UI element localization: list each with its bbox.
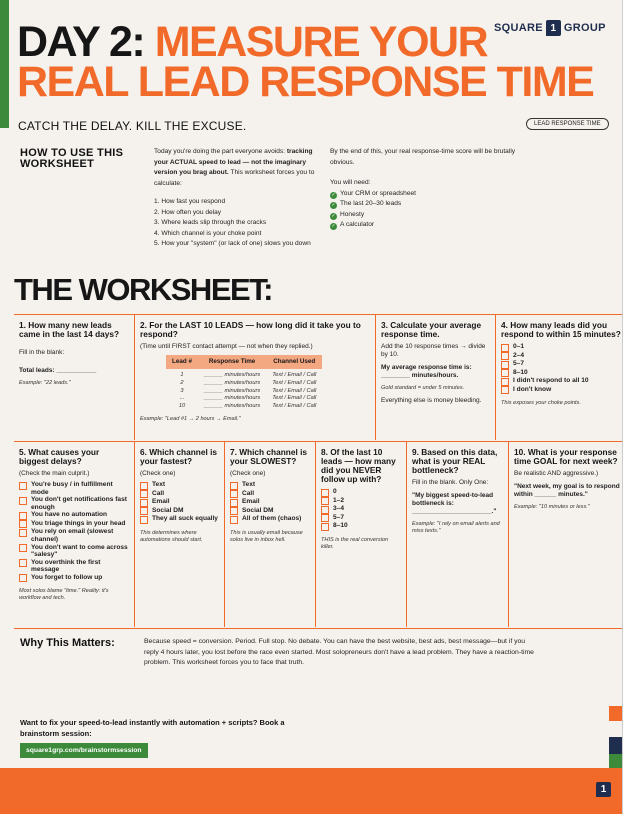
check-circle-icon: ✓ (331, 223, 336, 229)
checkbox-option[interactable]: Call (230, 490, 311, 499)
response-time-field[interactable]: ______ minutes/hours (203, 395, 261, 402)
need-item-label: Your CRM or spreadsheet (340, 189, 416, 197)
goal-hint: Be realistic AND aggressive.) (514, 470, 599, 477)
example-text: Example: "10 minutes or less." (514, 504, 590, 510)
question-title: 2. For the LAST 10 LEADS — how long did it take you to respond? (140, 320, 361, 339)
gold-standard-note: Gold standard = under 5 minutes. (381, 385, 465, 391)
checkbox-option[interactable]: They all suck equally (140, 515, 220, 524)
question-row-2 (14, 441, 622, 627)
fill-instruction: Fill in the blank: (19, 349, 65, 356)
question-row-1 (14, 314, 622, 440)
calc-instruction: Add the 10 response times → divide by 10. (381, 343, 486, 358)
calc-item: 5. How your "system" (or lack of one) slows you down (154, 240, 311, 247)
question-9 (407, 442, 509, 627)
checkbox-option[interactable]: I didn't respond to all 10 (501, 377, 622, 386)
lead-number: ... (179, 395, 185, 402)
checkbox-option[interactable]: 3–4 (321, 505, 402, 514)
why-heading: Why This Matters: (20, 637, 115, 649)
checkbox-option[interactable]: Text (230, 481, 311, 490)
fill-instruction: Fill in the blank. Only One: (412, 479, 489, 486)
question-title: 4. How many leads did you respond to within 15 minutes? (501, 320, 621, 339)
logo-square-text: SQUARE (494, 22, 543, 34)
checkbox-option[interactable]: Call (140, 490, 220, 499)
response-time-field[interactable]: ______ minutes/hours (203, 403, 261, 410)
note-text: Most solos blame "time." Reality: it's workflow and tech. (19, 588, 109, 602)
question-title: 1. How many new leads came in the last 14 days? (19, 320, 120, 339)
question-title: 10. What is your response time GOAL for next week? (514, 447, 618, 466)
total-leads-field[interactable]: Total leads: ___________ (19, 367, 97, 374)
need-item-label: Honesty (340, 210, 365, 218)
howto-end-note: By the end of this, your real response-time score will be brutally obvious. (330, 148, 516, 166)
section-divider (14, 628, 622, 629)
question-6 (135, 442, 225, 627)
need-item (330, 210, 520, 221)
response-time-field[interactable]: ______ minutes/hours (203, 387, 261, 394)
lead-number: 3 (180, 387, 184, 394)
note-text: This exposes your choke points. (501, 400, 581, 406)
response-time-field[interactable]: ______ minutes/hours (203, 379, 261, 386)
response-time-field[interactable]: ______ minutes/hours (203, 372, 261, 378)
calc-item: 1. How fast you respond (154, 198, 226, 205)
page-edge (622, 0, 631, 814)
question-title: 3. Calculate your average response time. (381, 320, 482, 339)
question-2 (135, 315, 376, 440)
checkbox-option[interactable]: You have no automation (19, 511, 130, 520)
example-text: Example: "22 leads." (19, 380, 71, 386)
table-row (166, 388, 322, 396)
check-instruction: (Check one) (140, 470, 176, 477)
green-accent-bar (0, 0, 9, 128)
checkbox-option[interactable]: You triage things in your head (19, 520, 130, 529)
check-instruction: (Check one) (230, 470, 266, 477)
title-topic: MEASURE YOUR REAL LEAD RESPONSE TIME (17, 18, 594, 106)
page-subtitle: CATCH THE DELAY. KILL THE EXCUSE. (18, 119, 247, 133)
title-day: DAY 2: (17, 18, 155, 66)
logo-mark-icon: 1 (546, 20, 561, 36)
worksheet-heading: THE WORKSHEET: (14, 272, 272, 307)
bottleneck-field[interactable]: "My biggest speed-to-lead bottleneck is: ______________________." (412, 492, 497, 515)
calc-list (154, 197, 324, 250)
table-header: Response Time (198, 355, 266, 369)
howto-intro-bold: tracking your ACTUAL speed to lead — not the imaginary version you brag about. (154, 148, 313, 176)
question-note: (Time until FIRST contact attempt — not when they replied.) (140, 343, 313, 350)
table-row (166, 369, 322, 380)
checkbox-option[interactable]: I don't know (501, 386, 622, 395)
options-list (501, 343, 622, 394)
channel-field[interactable]: Text / Email / Call (272, 379, 317, 386)
howto-heading: HOW TO USE THIS WORKSHEET (20, 147, 124, 170)
question-title: 9. Based on this data, what is your REAL bottleneck? (412, 447, 498, 475)
bleeding-note: Everything else is money bleeding. (381, 397, 482, 404)
question-7 (225, 442, 316, 627)
checkbox-option[interactable]: Email (140, 498, 220, 507)
need-item-label: A calculator (340, 221, 375, 228)
checkbox-option[interactable]: Social DM (230, 507, 311, 516)
checkbox-option[interactable]: 8–10 (501, 369, 622, 378)
checkbox-option[interactable]: 2–4 (501, 352, 622, 361)
question-title: 5. What causes your biggest delays? (19, 447, 100, 466)
table-row (166, 380, 322, 388)
lead-number: 2 (180, 379, 184, 386)
checkbox-option[interactable]: You're busy / in fulfillment mode (19, 481, 130, 496)
example-text: Example: "Lead #1 → 2 hours → Email." (140, 415, 241, 422)
question-3 (376, 315, 496, 440)
howto-intro-start: Today you're doing the part everyone avoids: (154, 148, 287, 155)
calc-item: 3. Where leads slip through the cracks (154, 219, 267, 226)
channel-field[interactable]: Text / Email / Call (272, 395, 317, 402)
table-row (166, 395, 322, 403)
question-5 (14, 442, 135, 627)
check-circle-icon: ✓ (331, 202, 336, 208)
checkbox-option[interactable]: 0 (321, 488, 402, 497)
need-label: You will need: (330, 179, 371, 186)
lead-response-table (166, 355, 322, 411)
green-accent-block (609, 754, 622, 768)
navy-accent-block (609, 737, 622, 754)
question-4 (496, 315, 622, 440)
checkbox-option[interactable]: 5–7 (321, 514, 402, 523)
table-header: Channel Used (266, 355, 322, 369)
options-list (321, 488, 402, 531)
logo-group-text: GROUP (563, 22, 606, 34)
checkbox-option[interactable]: 8–10 (321, 522, 402, 531)
checkbox-option[interactable]: Social DM (140, 507, 220, 516)
need-item (330, 220, 520, 231)
average-time-field[interactable]: My average response time is: ________ minutes/hours. (381, 364, 472, 379)
checkbox-option[interactable]: All of them (chaos) (230, 515, 311, 524)
need-item (330, 199, 520, 210)
channel-field[interactable]: Text / Email / Call (272, 387, 317, 394)
footer-logo-icon: 1 (596, 782, 611, 797)
checkbox-option[interactable]: You forget to follow up (19, 574, 130, 583)
channel-field[interactable]: Text / Email / Call (272, 403, 317, 410)
check-circle-icon: ✓ (331, 212, 336, 219)
check-instruction: (Check the main culprit.) (19, 470, 90, 477)
checkbox-option[interactable]: Text (140, 481, 220, 490)
question-8 (316, 442, 407, 627)
note-text: This is usually email because solos live in inbox hell. (230, 529, 303, 543)
question-title: 8. Of the last 10 leads — how many did you NEVER follow up with? (321, 447, 396, 484)
note-text: THIS is the real conversion killer. (321, 536, 389, 550)
footer-band (0, 768, 622, 814)
checkbox-option[interactable]: You don't get notifications fast enough (19, 496, 130, 511)
table-header: Lead # (166, 355, 198, 369)
square1-logo (494, 20, 606, 36)
checkbox-option[interactable]: You don't want to come across "salesy" (19, 544, 130, 559)
calc-item: 4. Which channel is your choke point (154, 229, 262, 237)
brainstorm-link-button[interactable]: square1grp.com/brainstormsession (20, 743, 148, 758)
options-list (140, 481, 220, 524)
checkbox-option[interactable]: You overthink the first message (19, 559, 130, 574)
options-list (230, 481, 311, 524)
checkbox-option[interactable]: Email (230, 498, 311, 507)
checkbox-option[interactable]: 1–2 (321, 497, 402, 506)
question-title: 6. Which channel is your fastest? (140, 447, 217, 466)
need-item-label: The last 20–30 leads (340, 200, 402, 207)
howto-intro (154, 147, 324, 250)
checkbox-option[interactable]: 0–1 (501, 343, 622, 352)
orange-accent-block (609, 706, 622, 721)
table-row (166, 403, 322, 411)
options-list (19, 481, 130, 582)
question-title: 7. Which channel is your SLOWEST? (230, 447, 307, 466)
check-circle-icon: ✓ (331, 191, 336, 198)
why-text: Because speed = conversion. Period. Full stop. No debate. You can have the best website, best ads, best message—but if you reply 4 hours later, you lost before the race even started. Most solopreneurs don't have a lead problem. They have a reaction-time problem. This worksheet forces you to face that truth. (144, 638, 534, 667)
example-text: Example: "I rely on email alerts and miss texts." (412, 521, 500, 534)
calc-item: 2. How often you delay (154, 208, 222, 216)
howto-intro-end: This worksheet forces you to calculate: (154, 169, 315, 187)
cta-text: Want to fix your speed-to-lead instantly with automation + scripts? Book a brainstorm session: (20, 718, 285, 738)
checkbox-option[interactable]: 5–7 (501, 360, 622, 369)
need-item (330, 189, 520, 200)
channel-field[interactable]: Text / Email / Call (272, 372, 317, 378)
howto-needs (330, 147, 520, 231)
topic-badge: LEAD RESPONSE TIME (526, 118, 609, 130)
question-10 (509, 442, 622, 627)
question-1 (14, 315, 135, 440)
note-text: This determines where automations should start. (140, 529, 203, 543)
checkbox-option[interactable]: You rely on email (slowest channel) (19, 528, 130, 543)
lead-number: 1 (180, 372, 184, 378)
howto-intro-text (154, 147, 324, 189)
lead-number: 10 (178, 403, 186, 410)
goal-field[interactable]: "Next week, my goal is to respond within ______ minutes." (514, 483, 620, 498)
